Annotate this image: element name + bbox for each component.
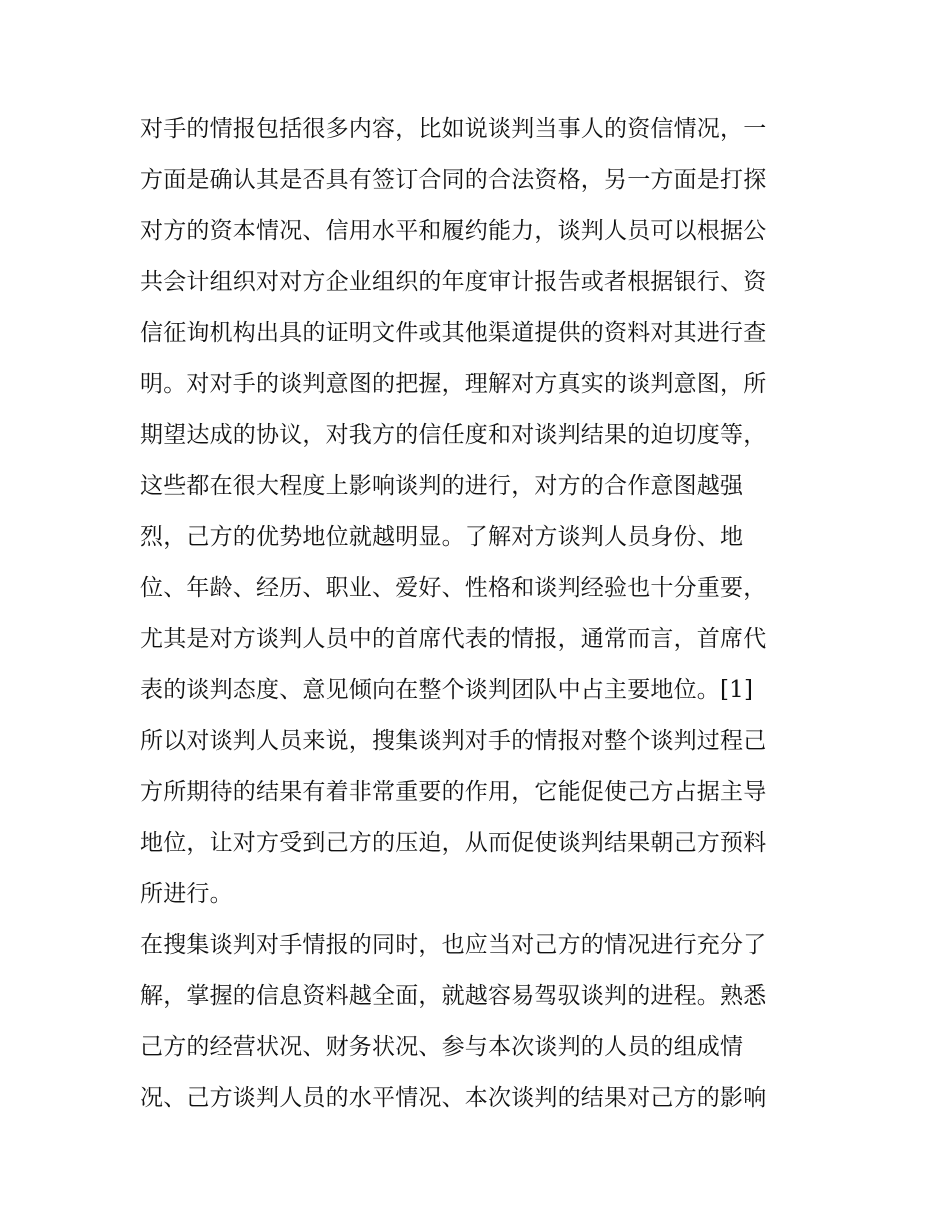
text-line: 共会计组织对对方企业组织的年度审计报告或者根据银行、资 xyxy=(140,269,767,295)
text-line: 况、己方谈判人员的水平情况、本次谈判的结果对己方的影响 xyxy=(140,1085,767,1111)
text-line: 己方的经营状况、财务状况、参与本次谈判的人员的组成情 xyxy=(140,1034,744,1060)
text-line: 表的谈判态度、意见倾向在整个谈判团队中占主要地位。[1] xyxy=(140,677,754,703)
text-line: 对方的资本情况、信用水平和履约能力，谈判人员可以根据公 xyxy=(140,218,767,244)
paragraph-2 xyxy=(140,920,830,1124)
text-line: 方面是确认其是否具有签订合同的合法资格，另一方面是打探 xyxy=(140,167,767,193)
paragraph-1 xyxy=(140,104,830,920)
text-line: 所以对谈判人员来说，搜集谈判对手的情报对整个谈判过程己 xyxy=(140,728,767,754)
document-body xyxy=(140,104,830,1124)
text-line: 在搜集谈判对手情报的同时，也应当对己方的情况进行充分了 xyxy=(140,932,767,958)
text-line: 位、年龄、经历、职业、爱好、性格和谈判经验也十分重要， xyxy=(140,575,767,601)
text-line: 对手的情报包括很多内容，比如说谈判当事人的资信情况，一 xyxy=(140,116,767,142)
text-line: 所进行。 xyxy=(140,881,233,907)
text-line: 这些都在很大程度上影响谈判的进行，对方的合作意图越强 xyxy=(140,473,744,499)
text-line: 明。对对手的谈判意图的把握，理解对方真实的谈判意图，所 xyxy=(140,371,767,397)
text-line: 解，掌握的信息资料越全面，就越容易驾驭谈判的进程。熟悉 xyxy=(140,983,767,1009)
text-line: 烈，己方的优势地位就越明显。了解对方谈判人员身份、地 xyxy=(140,524,744,550)
text-line: 期望达成的协议，对我方的信任度和对谈判结果的迫切度等， xyxy=(140,422,767,448)
text-line: 地位，让对方受到己方的压迫，从而促使谈判结果朝己方预料 xyxy=(140,830,767,856)
text-line: 方所期待的结果有着非常重要的作用，它能促使己方占据主导 xyxy=(140,779,767,805)
text-line: 信征询机构出具的证明文件或其他渠道提供的资料对其进行查 xyxy=(140,320,767,346)
text-line: 尤其是对方谈判人员中的首席代表的情报，通常而言，首席代 xyxy=(140,626,767,652)
